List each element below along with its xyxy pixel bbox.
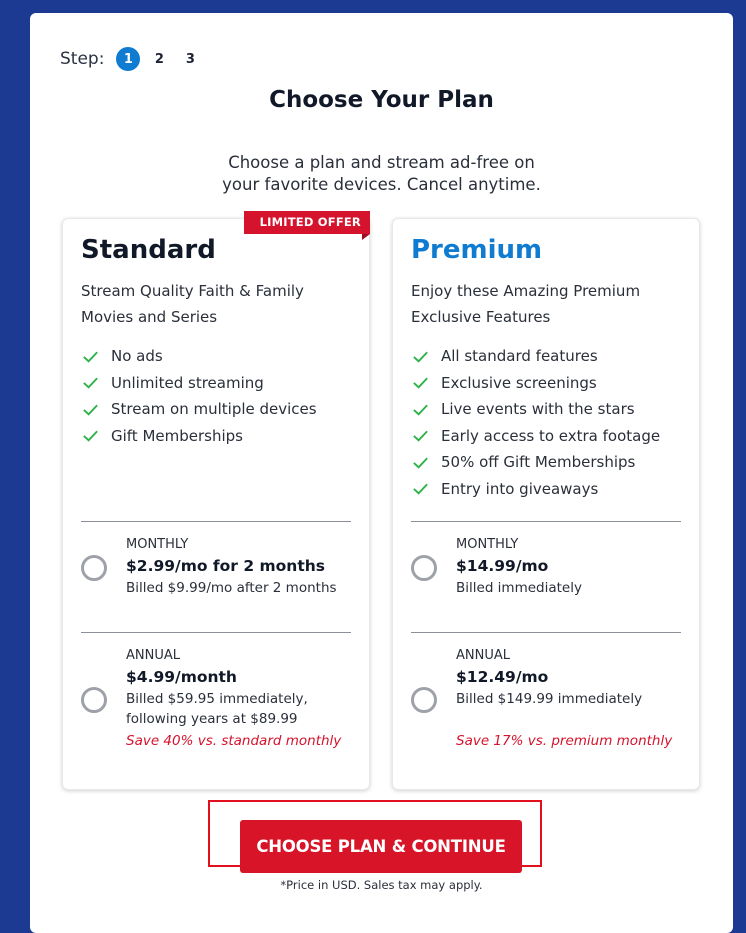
- step-3[interactable]: 3: [185, 51, 195, 67]
- feature-list: [81, 343, 317, 449]
- option-price: $4.99/month: [126, 668, 237, 686]
- divider: [81, 521, 351, 522]
- option-standard-monthly[interactable]: [81, 536, 361, 606]
- check-icon: [81, 426, 100, 445]
- feature-label: No ads: [111, 347, 163, 366]
- plan-card: [30, 13, 733, 933]
- option-period: ANNUAL: [456, 648, 510, 663]
- feature-item: [81, 396, 317, 423]
- feature-item: [411, 370, 660, 397]
- option-price: $12.49/mo: [456, 668, 549, 686]
- option-billed: Billed $9.99/mo after 2 months: [126, 580, 337, 596]
- feature-label: Gift Memberships: [111, 426, 243, 445]
- stepper: [60, 47, 209, 71]
- divider: [411, 632, 681, 633]
- check-icon: [411, 400, 430, 419]
- option-savings: Save 40% vs. standard monthly: [126, 733, 342, 749]
- option-price: $14.99/mo: [456, 557, 549, 575]
- option-billed: Billed $149.99 immediately: [456, 691, 643, 707]
- plan-description: Stream Quality Faith & Family Movies and Series: [81, 282, 304, 326]
- check-icon: [411, 479, 430, 498]
- page-subtitle: [30, 152, 733, 196]
- option-savings: Save 17% vs. premium monthly: [456, 733, 673, 749]
- feature-item: [411, 396, 660, 423]
- plan-description: Enjoy these Amazing Premium Exclusive Features: [411, 282, 641, 326]
- feature-label: Entry into giveaways: [441, 479, 599, 498]
- radio-circle[interactable]: [81, 555, 107, 581]
- feature-item: [81, 370, 317, 397]
- feature-label: Stream on multiple devices: [111, 400, 317, 419]
- option-billed: Billed immediately: [456, 580, 582, 596]
- step-label: Step:: [60, 49, 105, 69]
- feature-label: Unlimited streaming: [111, 373, 264, 392]
- check-icon: [81, 347, 100, 366]
- check-icon: [81, 373, 100, 392]
- feature-item: [81, 423, 317, 450]
- choose-plan-continue-button[interactable]: CHOOSE PLAN & CONTINUE: [240, 820, 522, 873]
- option-period: MONTHLY: [126, 537, 189, 552]
- plan-name: Standard: [81, 235, 216, 265]
- divider: [81, 632, 351, 633]
- feature-list: [411, 343, 660, 502]
- radio-circle[interactable]: [411, 687, 437, 713]
- radio-circle[interactable]: [81, 687, 107, 713]
- feature-label: 50% off Gift Memberships: [441, 453, 636, 472]
- plan-name: Premium: [411, 235, 543, 265]
- check-icon: [411, 426, 430, 445]
- option-premium-monthly[interactable]: [411, 536, 691, 606]
- limited-offer-badge: LIMITED OFFER: [244, 211, 370, 234]
- check-icon: [81, 400, 100, 419]
- step-2[interactable]: 2: [154, 51, 164, 67]
- divider: [411, 521, 681, 522]
- price-footnote: *Price in USD. Sales tax may apply.: [280, 878, 483, 892]
- feature-item: [411, 476, 660, 503]
- option-billed: Billed $59.95 immediately, following years at $89.99: [126, 691, 308, 727]
- subtitle-line-1: Choose a plan and stream ad-free on: [228, 153, 535, 172]
- feature-label: Exclusive screenings: [441, 373, 597, 392]
- plan-premium: [392, 218, 700, 790]
- check-icon: [411, 373, 430, 392]
- feature-item: [411, 423, 660, 450]
- feature-label: All standard features: [441, 347, 598, 366]
- option-price: $2.99/mo for 2 months: [126, 557, 326, 575]
- check-icon: [411, 347, 430, 366]
- feature-label: Live events with the stars: [441, 400, 635, 419]
- option-period: ANNUAL: [126, 648, 180, 663]
- radio-circle[interactable]: [411, 555, 437, 581]
- plan-standard: [62, 215, 370, 790]
- page-title: Choose Your Plan: [269, 87, 494, 113]
- subtitle-line-2: your favorite devices. Cancel anytime.: [222, 175, 541, 194]
- feature-item: [411, 449, 660, 476]
- option-period: MONTHLY: [456, 537, 519, 552]
- option-premium-annual[interactable]: [411, 647, 691, 757]
- feature-label: Early access to extra footage: [441, 426, 661, 445]
- feature-item: [411, 343, 660, 370]
- feature-item: [81, 343, 317, 370]
- check-icon: [411, 453, 430, 472]
- option-standard-annual[interactable]: [81, 647, 361, 757]
- step-1[interactable]: 1: [116, 47, 140, 71]
